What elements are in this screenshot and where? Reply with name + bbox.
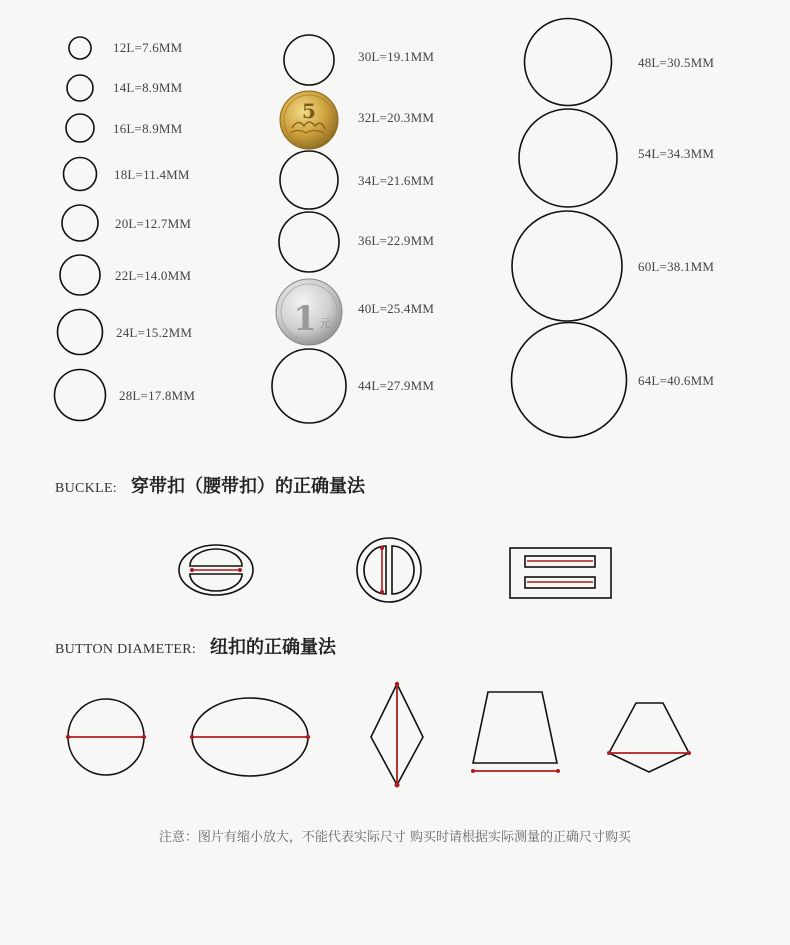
oval-slot-buckle xyxy=(179,545,253,595)
size-label-20L: 20L=12.7MM xyxy=(115,216,192,231)
size-label-28L: 28L=17.8MM xyxy=(119,388,196,403)
circle-button-shape xyxy=(66,699,146,775)
circle-22L xyxy=(60,255,100,295)
circle-34L xyxy=(280,151,338,209)
circle-14L xyxy=(67,75,93,101)
buckle-section-heading xyxy=(55,472,365,498)
footer-note: 注意：图片有缩小放大，不能代表实际尺寸 购买时请根据实际测量的正确尺寸购买 xyxy=(158,830,632,845)
ellipse-button-shape xyxy=(190,698,310,776)
circle-12L xyxy=(69,37,91,59)
circle-48L xyxy=(525,19,612,106)
button-section-heading xyxy=(55,633,336,659)
size-label-44L: 44L=27.9MM xyxy=(358,378,435,393)
buckle-heading-en: BUCKLE: xyxy=(55,481,117,496)
one-yuan-unit-text: 元 xyxy=(319,317,331,330)
circle-24L xyxy=(58,310,103,355)
size-label-32L: 32L=20.3MM xyxy=(358,110,435,125)
button-heading-en: BUTTON DIAMETER: xyxy=(55,642,197,657)
five-jiao-coin-icon xyxy=(280,91,338,149)
size-label-54L: 54L=34.3MM xyxy=(638,146,715,161)
one-yuan-value-text: 1 xyxy=(293,299,317,339)
size-label-24L: 24L=15.2MM xyxy=(116,325,193,340)
circle-64L xyxy=(512,323,627,438)
round-slot-buckle xyxy=(357,538,421,602)
trapezoid-button-shape xyxy=(471,692,560,773)
circle-18L xyxy=(64,158,97,191)
circle-54L xyxy=(519,109,617,207)
circle-16L xyxy=(66,114,94,142)
diamond-button-shape xyxy=(371,682,423,788)
size-label-60L: 60L=38.1MM xyxy=(638,259,715,274)
circle-60L xyxy=(512,211,622,321)
one-yuan-coin-icon xyxy=(276,279,342,345)
circle-20L xyxy=(62,205,98,241)
circle-36L xyxy=(279,212,339,272)
size-label-18L: 18L=11.4MM xyxy=(114,167,190,182)
circle-28L xyxy=(55,370,106,421)
circle-30L xyxy=(284,35,334,85)
buckle-diagrams xyxy=(179,538,611,602)
size-label-22L: 22L=14.0MM xyxy=(115,268,192,283)
button-heading-zh: 纽扣的正确量法 xyxy=(210,637,337,658)
size-label-36L: 36L=22.9MM xyxy=(358,233,435,248)
button-diagrams xyxy=(66,682,691,788)
size-label-64L: 64L=40.6MM xyxy=(638,373,715,388)
size-label-40L: 40L=25.4MM xyxy=(358,301,435,316)
size-label-16L: 16L=8.9MM xyxy=(113,121,183,136)
pentagon-button-shape xyxy=(607,703,691,772)
five-jiao-value-text: 5 xyxy=(302,99,316,123)
circle-44L xyxy=(272,349,346,423)
size-label-14L: 14L=8.9MM xyxy=(113,80,183,95)
buckle-heading-zh: 穿带扣（腰带扣）的正确量法 xyxy=(131,476,365,497)
size-label-30L: 30L=19.1MM xyxy=(358,49,435,64)
rectangular-double-slot-buckle xyxy=(510,548,611,598)
size-label-34L: 34L=21.6MM xyxy=(358,173,435,188)
size-label-48L: 48L=30.5MM xyxy=(638,55,715,70)
size-label-12L: 12L=7.6MM xyxy=(113,40,183,55)
